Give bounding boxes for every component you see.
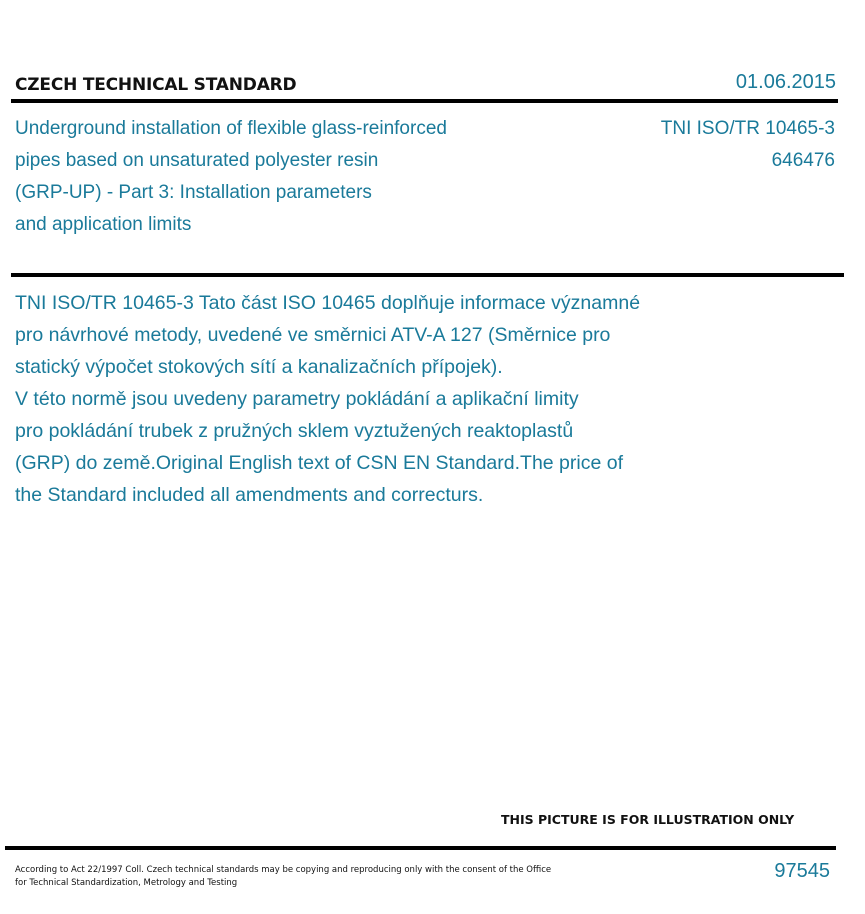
description-line: pro pokládání trubek z pružných sklem vyztužených reaktoplastů xyxy=(15,420,574,442)
illustration-notice: THIS PICTURE IS FOR ILLUSTRATION ONLY xyxy=(501,812,795,827)
document-number: 97545 xyxy=(774,860,830,882)
legal-line: for Technical Standardization, Metrology and Testing xyxy=(15,878,238,888)
middle-divider xyxy=(11,273,844,277)
standard-designation: TNI ISO/TR 10465-3 xyxy=(660,118,835,139)
standard-description xyxy=(15,287,715,511)
description-line: the Standard included all amendments and correcturs. xyxy=(15,484,484,506)
description-line: V této normě jsou uvedeny parametry pokládání a aplikační limity xyxy=(15,388,579,410)
description-line: (GRP) do země.Original English text of CSN EN Standard.The price of xyxy=(15,452,624,474)
top-divider xyxy=(11,99,838,103)
legal-notice xyxy=(15,864,595,890)
bottom-divider xyxy=(5,846,836,850)
title-line: Underground installation of flexible glass-reinforced xyxy=(15,118,447,139)
description-line: pro návrhové metody, uvedené ve směrnici ATV-A 127 (Směrnice pro xyxy=(15,324,611,346)
standard-title xyxy=(15,113,555,241)
title-line: (GRP-UP) - Part 3: Installation parameters xyxy=(15,182,372,203)
legal-line: According to Act 22/1997 Coll. Czech technical standards may be copying and reproducing only with the consent of the Office xyxy=(15,865,552,875)
description-line: statický výpočet stokových sítí a kanalizačních přípojek). xyxy=(15,356,503,378)
standard-identifiers xyxy=(661,113,835,177)
description-line: TNI ISO/TR 10465-3 Tato část ISO 10465 doplňuje informace významné xyxy=(15,292,641,314)
title-line: and application limits xyxy=(15,214,192,235)
catalog-number: 646476 xyxy=(771,150,835,171)
publication-date: 01.06.2015 xyxy=(735,71,836,93)
document-type-label: CZECH TECHNICAL STANDARD xyxy=(15,75,297,95)
title-line: pipes based on unsaturated polyester resin xyxy=(15,150,379,171)
